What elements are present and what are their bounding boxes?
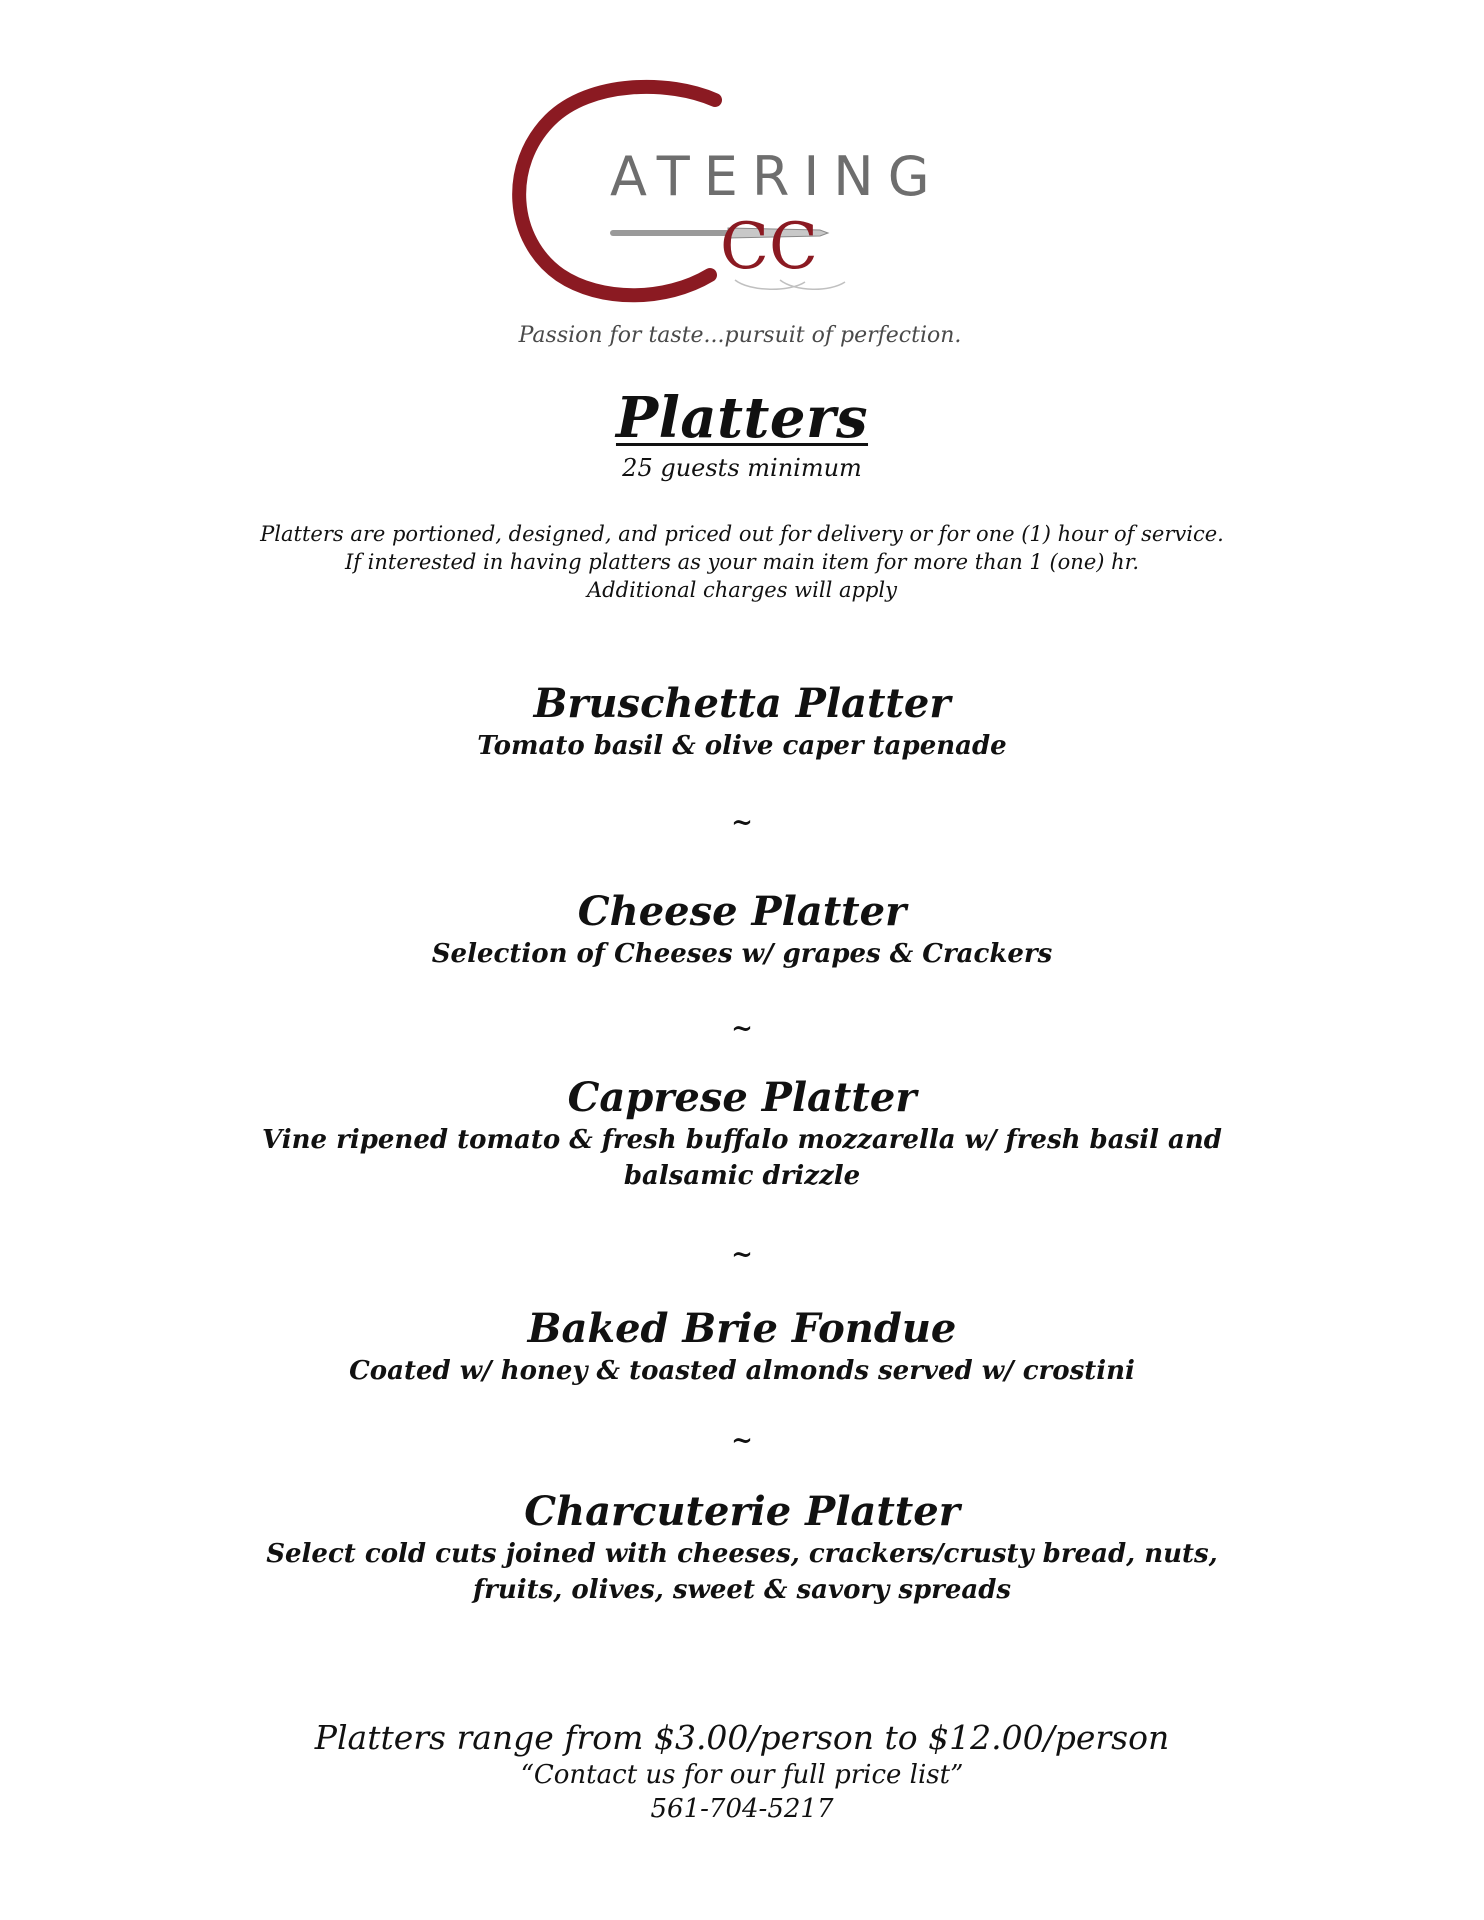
price-range: Platters range from $3.00/person to $12.00/person xyxy=(314,1718,1170,1757)
menu-item-name: Baked Brie Fondue xyxy=(527,1305,957,1352)
contact-note: “Contact us for our full price list” xyxy=(520,1760,964,1790)
pricing-footer xyxy=(0,1718,1484,1826)
menu-item-brie xyxy=(0,1305,1484,1389)
menu-item-name: Cheese Platter xyxy=(577,888,907,935)
menu-item-name: Bruschetta Platter xyxy=(533,680,951,727)
menu-item-cheese xyxy=(0,888,1484,972)
menu-item-description: Select cold cuts joined with cheeses, crackers/crusty bread, nuts, fruits, olives, sweet & savory spreads xyxy=(266,1539,1218,1605)
menu-item-description: Vine ripened tomato & fresh buffalo mozzarella w/ fresh basil and balsamic drizzle xyxy=(262,1125,1222,1191)
menu-item-name: Caprese Platter xyxy=(567,1074,917,1121)
guests-minimum: 25 guests minimum xyxy=(622,454,862,482)
logo-wordmark: ATERING xyxy=(610,145,944,208)
menu-item-name: Charcuterie Platter xyxy=(524,1488,960,1535)
separator: ~ xyxy=(731,1014,753,1044)
catering-cc-logo xyxy=(490,70,990,400)
menu-item-caprese xyxy=(0,1074,1484,1194)
note-line: Platters are portioned, designed, and priced out for delivery or for one (1) hour of service. xyxy=(260,522,1224,546)
menu-item-description: Tomato basil & olive caper tapenade xyxy=(477,731,1007,761)
separator: ~ xyxy=(731,1426,753,1456)
logo-tagline: Passion for taste...pursuit of perfection. xyxy=(518,323,962,348)
service-note xyxy=(0,520,1484,604)
menu-item-charcuterie xyxy=(0,1488,1484,1608)
separator: ~ xyxy=(731,808,753,838)
page-title: Platters xyxy=(615,385,869,451)
note-line: If interested in having platters as your main item for more than 1 (one) hr. xyxy=(344,550,1140,574)
menu-item-bruschetta xyxy=(0,680,1484,764)
phone-number: 561-704-5217 xyxy=(650,1794,834,1824)
menu-item-description: Coated w/ honey & toasted almonds served w/ crostini xyxy=(349,1356,1135,1386)
logo-initials: CC xyxy=(720,210,818,284)
separator: ~ xyxy=(731,1240,753,1270)
note-line: Additional charges will apply xyxy=(587,578,897,602)
menu-item-description: Selection of Cheeses w/ grapes & Crackers xyxy=(431,939,1053,969)
